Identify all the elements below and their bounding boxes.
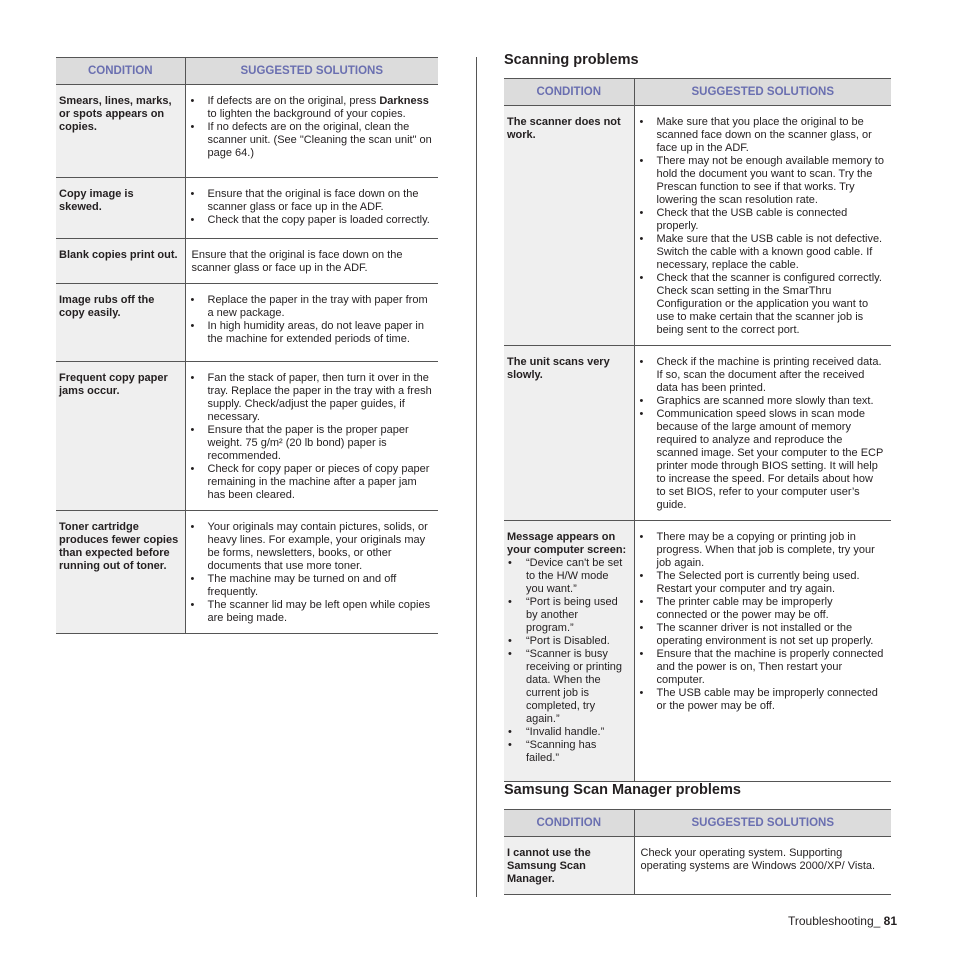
column-divider (476, 57, 477, 897)
solution-item: • The scanner driver is not installed or the operating environment is not set up properly. (638, 622, 886, 648)
condition-cell: Blank copies print out. (56, 239, 185, 284)
solution-item: • Fan the stack of paper, then turn it over in the tray. Replace the paper in the tray with a fresh supply. Check/adjust the paper guides, if necessary. (189, 372, 433, 424)
solutions-list (189, 372, 433, 502)
condition-cell: Copy image is skewed. (56, 178, 185, 239)
condition-cell: I cannot use the Samsung Scan Manager. (504, 837, 634, 895)
solution-item: • Check that the copy paper is loaded correctly. (189, 214, 433, 227)
message-item: • “Scanner is busy receiving or printing data. When the current job is completed, try again.” (507, 648, 628, 726)
solution-item: • Check that the USB cable is connected properly. (638, 207, 886, 233)
solution-item: • The printer cable may be improperly connected or the power may be off. (638, 596, 886, 622)
solution-item: • The machine may be turned on and off frequently. (189, 573, 433, 599)
solutions-cell (185, 85, 438, 178)
table-row (504, 346, 891, 521)
solutions-cell (634, 106, 891, 346)
darkness-keyword: Darkness (379, 95, 429, 107)
solution-item: • Graphics are scanned more slowly than text. (638, 395, 886, 408)
ssm-problems-table-container (504, 809, 891, 895)
message-item: • “Device can't be set to the H/W mode you want.” (507, 557, 628, 596)
header-suggested-solutions: SUGGESTED SOLUTIONS (185, 58, 438, 85)
table-row (56, 178, 438, 239)
table-header-row (504, 79, 891, 106)
copy-problems-table (56, 57, 438, 634)
solution-item: • Your originals may contain pictures, solids, or heavy lines. For example, your originals may be forms, newsletters, books, or other documents that use more toner. (189, 521, 433, 573)
solution-item: • The scanner lid may be left open while copies are being made. (189, 599, 433, 625)
message-list (507, 557, 628, 765)
solution-item: • Ensure that the paper is the proper paper weight. 75 g/m² (20 lb bond) paper is recommended. (189, 424, 433, 463)
solutions-list (189, 95, 433, 160)
samsung-scan-manager-heading: Samsung Scan Manager problems (504, 782, 741, 798)
table-row (56, 85, 438, 178)
condition-cell (504, 521, 634, 782)
message-item: • “Port is Disabled. (507, 635, 628, 648)
solutions-cell (185, 362, 438, 511)
solutions-cell (185, 511, 438, 634)
table-header-row (56, 58, 438, 85)
header-condition: CONDITION (56, 58, 185, 85)
table-header-row (504, 810, 891, 837)
message-item: • “Port is being used by another program.” (507, 596, 628, 635)
table-row (56, 362, 438, 511)
condition-cell: Image rubs off the copy easily. (56, 284, 185, 362)
page-number: 81 (883, 914, 897, 928)
solution-item: • If defects are on the original, press Darkness to lighten the background of your copies. (189, 95, 433, 121)
solution-item: • Communication speed slows in scan mode because of the large amount of memory required to analyze and reproduce the scanned image. Set your computer to the ECP printer mode through BIOS setting. It will help to increase the speed. For details about how to set BIOS, refer to your computer user’s guide. (638, 408, 886, 512)
solution-item: • Check if the machine is printing received data. If so, scan the document after the received data has been printed. (638, 356, 886, 395)
solution-item: • Make sure that the USB cable is not defective. Switch the cable with a known good cable. If necessary, replace the cable. (638, 233, 886, 272)
solution-item: • Ensure that the original is face down on the scanner glass or face up in the ADF. (189, 188, 433, 214)
solutions-cell (185, 284, 438, 362)
solutions-cell (634, 837, 891, 895)
table-row (56, 284, 438, 362)
copy-problems-table-container (56, 57, 438, 634)
solutions-list (638, 116, 886, 337)
solution-item: • In high humidity areas, do not leave paper in the machine for extended periods of time. (189, 320, 433, 346)
scanning-problems-table-container (504, 78, 891, 782)
ssm-problems-table (504, 809, 891, 895)
table-row (504, 106, 891, 346)
solutions-list (638, 531, 886, 713)
solution-item: • Ensure that the machine is properly connected and the power is on, Then restart your computer. (638, 648, 886, 687)
message-item: • “Invalid handle.” (507, 726, 628, 739)
table-row (56, 239, 438, 284)
solution-item: • Make sure that you place the original to be scanned face down on the scanner glass, or face up in the ADF. (638, 116, 886, 155)
table-row (504, 521, 891, 782)
solution-item: • Check that the scanner is configured correctly. Check scan setting in the SmarThru Configuration or the application you want to use to make certain that the scanner job is being sent to the correct port. (638, 272, 886, 337)
condition-cell: The scanner does not work. (504, 106, 634, 346)
solution-item: • The Selected port is currently being used. Restart your computer and try again. (638, 570, 886, 596)
solution-item: • Replace the paper in the tray with paper from a new package. (189, 294, 433, 320)
solution-item: • There may not be enough available memory to hold the document you want to scan. Try the Prescan function to see if that works. Try lowering the scan resolution rate. (638, 155, 886, 207)
condition-cell: The unit scans very slowly. (504, 346, 634, 521)
scanning-problems-table (504, 78, 891, 782)
condition-text: Message appears on your computer screen: (507, 531, 627, 556)
header-condition: CONDITION (504, 810, 634, 837)
table-row (56, 511, 438, 634)
message-item: • “Scanning has failed.” (507, 739, 628, 765)
solutions-cell (634, 346, 891, 521)
solution-item: • There may be a copying or printing job in progress. When that job is complete, try your job again. (638, 531, 886, 570)
solution-item: • If no defects are on the original, clean the scanner unit. (See "Cleaning the scan unit" on page 64.) (189, 121, 433, 160)
footer-section: Troubleshooting_ (788, 914, 881, 928)
solution-text: Check your operating system. Supporting operating systems are Windows 2000/XP/ Vista. (640, 847, 876, 872)
solutions-list (189, 188, 433, 227)
page-footer (788, 914, 897, 928)
condition-cell: Frequent copy paper jams occur. (56, 362, 185, 511)
table-row (504, 837, 891, 895)
condition-cell: Toner cartridge produces fewer copies than expected before running out of toner. (56, 511, 185, 634)
scanning-problems-heading: Scanning problems (504, 52, 639, 68)
solutions-cell (185, 239, 438, 284)
solutions-list (189, 294, 433, 346)
header-condition: CONDITION (504, 79, 634, 106)
solutions-list (189, 521, 433, 625)
condition-cell: Smears, lines, marks, or spots appears on copies. (56, 85, 185, 178)
solutions-cell (634, 521, 891, 782)
solutions-list (638, 356, 886, 512)
solution-item: • The USB cable may be improperly connected or the power may be off. (638, 687, 886, 713)
header-suggested-solutions: SUGGESTED SOLUTIONS (634, 810, 891, 837)
solutions-cell (185, 178, 438, 239)
solution-item: • Check for copy paper or pieces of copy paper remaining in the machine after a paper jam has been cleared. (189, 463, 433, 502)
header-suggested-solutions: SUGGESTED SOLUTIONS (634, 79, 891, 106)
solution-text: Ensure that the original is face down on the scanner glass or face up in the ADF. (191, 249, 403, 274)
